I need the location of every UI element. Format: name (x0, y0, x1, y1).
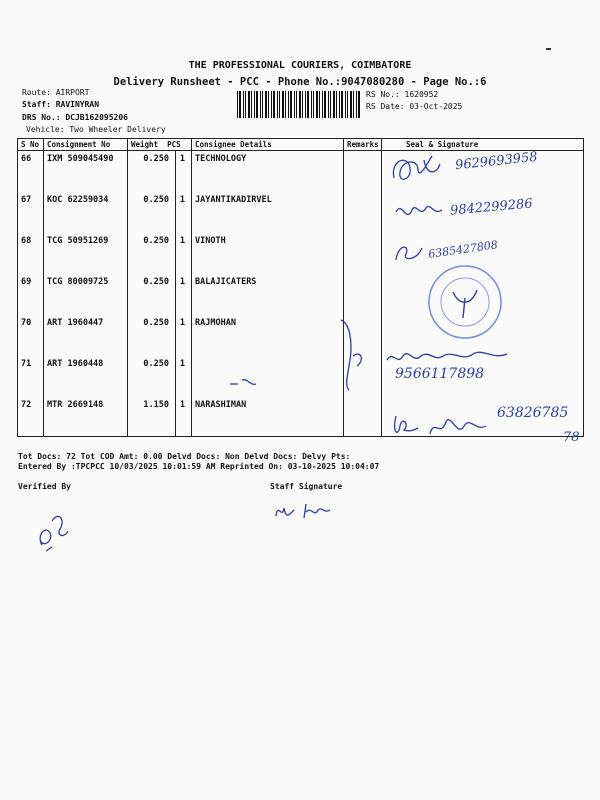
barcode-bar (330, 91, 331, 118)
runsheet-subtitle: Delivery Runsheet - PCC - Phone No.:9047080280 - Page No.:6 (113, 76, 487, 88)
barcode-bar (336, 91, 337, 118)
pen-mark-row71 (228, 376, 258, 388)
cell-weight: 0.250 (128, 356, 176, 397)
barcode-bar (296, 91, 297, 118)
totals-line: Tot Docs: 72 Tot COD Amt: 0.00 Delvd Docs: Non Delvd Docs: Delvy Pts: (18, 452, 351, 461)
barcode-bar (237, 91, 238, 118)
cell-pcs: 1 (176, 315, 192, 356)
entered-by-line: Entered By :TPCPCC 10/03/2025 10:01:59 AM Reprinted On: 03-10-2025 10:04:07 (18, 462, 380, 471)
cell-consignment: ART 1960448 (44, 356, 128, 397)
barcode-bar (271, 91, 272, 118)
col-consignment: Consignment No (44, 139, 128, 151)
barcode-bar (273, 91, 275, 118)
barcode-bar (294, 91, 295, 118)
barcode-bar (307, 91, 309, 118)
cell-remarks (344, 233, 382, 274)
cell-pcs: 1 (176, 274, 192, 315)
barcode-bar (277, 91, 278, 118)
cell-sno: 67 (18, 192, 44, 233)
phone-row72: 63826785 (497, 405, 569, 421)
barcode-bar (328, 91, 329, 118)
cell-consignment: ART 1960447 (44, 315, 128, 356)
barcode-bar (345, 91, 346, 118)
barcode-bar (324, 91, 326, 118)
cell-remarks (344, 274, 382, 315)
barcode-bar (260, 91, 261, 118)
barcode-bar (248, 91, 250, 118)
cell-sno: 71 (18, 356, 44, 397)
barcode-bar (265, 91, 267, 118)
barcode-bar (268, 91, 269, 118)
cell-remarks (344, 192, 382, 233)
staff-label: Staff: RAVINYRAN (22, 100, 100, 109)
col-weight-pcs: Weight PCS (128, 139, 192, 151)
cell-pcs: 1 (176, 356, 192, 397)
barcode-bar (302, 91, 303, 118)
cell-pcs: 1 (176, 192, 192, 233)
barcode-bar (341, 91, 343, 118)
cell-remarks (344, 151, 382, 193)
verified-by-label: Verified By (18, 482, 71, 491)
staff-signature-label: Staff Signature (270, 482, 343, 491)
cell-pcs: 1 (176, 151, 192, 193)
barcode-bar (262, 91, 263, 118)
barcode-bar (311, 91, 312, 118)
cell-consignee: BALAJICATERS (192, 274, 344, 315)
barcode-bar (319, 91, 320, 118)
barcode-bar (279, 91, 280, 118)
cell-consignment: TCG 80009725 (44, 274, 128, 315)
cell-consignee: JAYANTIKADIRVEL (192, 192, 344, 233)
barcode-bar (339, 91, 340, 118)
barcode-bar (285, 91, 286, 118)
barcode-bar (322, 91, 323, 118)
cell-sno: 68 (18, 233, 44, 274)
barcode-bar (316, 91, 318, 118)
col-sno: S No (18, 139, 44, 151)
cell-pcs: 1 (176, 397, 192, 437)
cell-sno: 72 (18, 397, 44, 437)
phone-row66: 9629693958 (454, 149, 539, 174)
signature-row72 (390, 408, 500, 444)
cell-consignee (192, 356, 344, 397)
route-label: Route: AIRPORT (22, 88, 90, 97)
barcode-bar (299, 91, 301, 118)
cell-weight: 0.250 (128, 192, 176, 233)
cell-pcs: 1 (176, 233, 192, 274)
cell-sno: 69 (18, 274, 44, 315)
scan-speck (546, 48, 551, 50)
cell-consignee: VINOTH (192, 233, 344, 274)
barcode-bar (243, 91, 244, 118)
barcode-bar (358, 91, 360, 118)
cell-weight: 0.250 (128, 274, 176, 315)
phone-row67: 9842299286 (449, 196, 534, 219)
cell-consignee: NARASHIMAN (192, 397, 344, 437)
verified-signature (32, 505, 72, 555)
barcode-bar (256, 91, 258, 118)
barcode-bar (333, 91, 335, 118)
cell-weight: 0.250 (128, 233, 176, 274)
barcode-bar (245, 91, 246, 118)
barcode-bar (353, 91, 354, 118)
cell-consignee: RAJMOHAN (192, 315, 344, 356)
cell-consignment: TCG 50951269 (44, 233, 128, 274)
barcode-bar (356, 91, 357, 118)
staff-signature (272, 500, 352, 524)
col-seal-signature: Seal & Signature (382, 139, 584, 151)
handwritten-mark-row72: 78 (563, 430, 580, 445)
signature-row67 (392, 198, 452, 226)
barcode-bar (239, 91, 241, 118)
barcode-bar (251, 91, 252, 118)
cell-consignment: IXM 509045490 (44, 151, 128, 193)
barcode-bar (305, 91, 306, 118)
company-title: THE PROFESSIONAL COURIERS, COIMBATORE (188, 60, 412, 71)
phone-row71: 9566117898 (395, 366, 485, 382)
barcode-bar (288, 91, 289, 118)
barcode-bar (350, 91, 352, 118)
cell-weight: 1.150 (128, 397, 176, 437)
barcode-bar (347, 91, 348, 118)
barcode-bar (313, 91, 314, 118)
cell-consignment: MTR 2669148 (44, 397, 128, 437)
cell-weight: 0.250 (128, 151, 176, 193)
cell-consignee: TECHNOLOGY (192, 151, 344, 193)
vehicle-label: Vehicle: Two Wheeler Delivery (26, 125, 166, 134)
col-remarks: Remarks (344, 139, 382, 151)
drs-label: DRS No.: DCJB162095206 (22, 113, 128, 122)
cell-consignment: KOC 62259034 (44, 192, 128, 233)
cell-sno: 66 (18, 151, 44, 193)
barcode-bar (254, 91, 255, 118)
table-header-row (18, 139, 584, 151)
phone-row68: 6385427808 (427, 238, 499, 261)
barcode-bar (290, 91, 292, 118)
rs-number: RS No.: 1620952 (366, 90, 439, 99)
col-consignee: Consignee Details (192, 139, 344, 151)
rs-date: RS Date: 03-Oct-2025 (366, 102, 463, 111)
signature-row66 (388, 150, 448, 190)
company-seal-stamp (425, 262, 505, 342)
signature-row71 (383, 346, 513, 368)
barcode-bar (282, 91, 284, 118)
barcode-image (237, 91, 363, 118)
cell-remarks (344, 397, 382, 437)
cell-sno: 70 (18, 315, 44, 356)
cell-weight: 0.250 (128, 315, 176, 356)
